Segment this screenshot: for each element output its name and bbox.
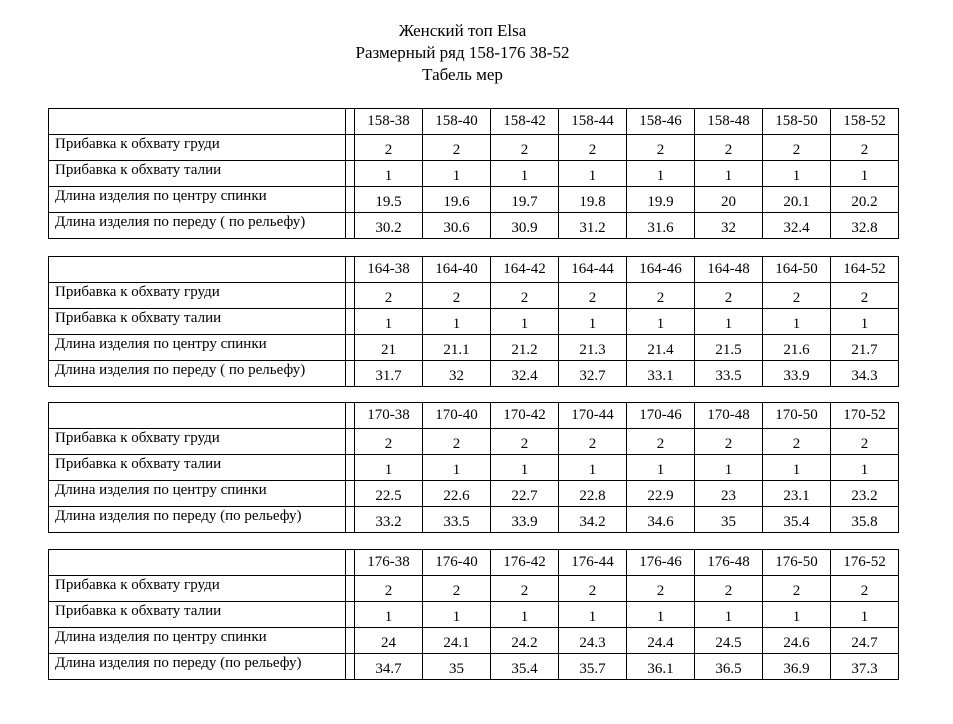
measurement-value: 1 bbox=[695, 309, 763, 335]
measurement-value: 2 bbox=[831, 576, 899, 602]
measurement-value: 2 bbox=[763, 283, 831, 309]
measurement-value: 1 bbox=[763, 455, 831, 481]
size-header-cell: 158-38 bbox=[355, 109, 423, 135]
size-header-cell: 170-40 bbox=[423, 403, 491, 429]
corner-cell bbox=[49, 550, 346, 576]
measurement-value: 31.2 bbox=[559, 213, 627, 239]
measurement-label: Прибавка к обхвату талии bbox=[49, 161, 346, 187]
size-header-cell: 164-48 bbox=[695, 257, 763, 283]
corner-cell bbox=[49, 109, 346, 135]
measurement-row bbox=[49, 429, 899, 455]
measurement-row bbox=[49, 283, 899, 309]
spacer-cell bbox=[346, 429, 355, 455]
size-header-cell: 164-38 bbox=[355, 257, 423, 283]
measurement-value: 2 bbox=[627, 283, 695, 309]
size-header-cell: 176-44 bbox=[559, 550, 627, 576]
size-header-cell: 164-50 bbox=[763, 257, 831, 283]
size-table bbox=[48, 256, 899, 387]
measurement-value: 23.2 bbox=[831, 481, 899, 507]
measurement-label: Прибавка к обхвату груди bbox=[49, 135, 346, 161]
spacer-cell bbox=[346, 135, 355, 161]
size-header-cell: 164-42 bbox=[491, 257, 559, 283]
measurement-value: 2 bbox=[491, 576, 559, 602]
title-measurement-chart: Табель мер bbox=[422, 65, 503, 84]
measurement-value: 1 bbox=[695, 161, 763, 187]
measurement-value: 19.8 bbox=[559, 187, 627, 213]
measurement-label: Длина изделия по переду (по рельефу) bbox=[49, 507, 346, 533]
measurement-row bbox=[49, 335, 899, 361]
measurement-value: 1 bbox=[559, 602, 627, 628]
size-header-cell: 176-48 bbox=[695, 550, 763, 576]
measurement-label: Длина изделия по переду (по рельефу) bbox=[49, 654, 346, 680]
measurement-value: 33.9 bbox=[491, 507, 559, 533]
measurement-value: 21.4 bbox=[627, 335, 695, 361]
measurement-row bbox=[49, 654, 899, 680]
size-header-row bbox=[49, 257, 899, 283]
spacer-cell bbox=[346, 187, 355, 213]
spacer-cell bbox=[346, 283, 355, 309]
corner-cell bbox=[49, 257, 346, 283]
measurement-value: 32.8 bbox=[831, 213, 899, 239]
measurement-value: 24.7 bbox=[831, 628, 899, 654]
measurement-label: Длина изделия по переду ( по рельефу) bbox=[49, 213, 346, 239]
measurement-value: 21 bbox=[355, 335, 423, 361]
measurement-value: 2 bbox=[491, 135, 559, 161]
measurement-label: Длина изделия по центру спинки bbox=[49, 481, 346, 507]
size-header-row bbox=[49, 109, 899, 135]
measurement-value: 34.7 bbox=[355, 654, 423, 680]
measurement-value: 30.2 bbox=[355, 213, 423, 239]
measurement-row bbox=[49, 187, 899, 213]
measurement-value: 24.1 bbox=[423, 628, 491, 654]
spacer-cell bbox=[346, 335, 355, 361]
measurement-value: 33.5 bbox=[695, 361, 763, 387]
size-header-cell: 176-46 bbox=[627, 550, 695, 576]
measurement-row bbox=[49, 309, 899, 335]
measurement-value: 2 bbox=[695, 283, 763, 309]
measurement-value: 35.4 bbox=[491, 654, 559, 680]
measurement-value: 32 bbox=[423, 361, 491, 387]
size-header-cell: 158-46 bbox=[627, 109, 695, 135]
measurement-value: 1 bbox=[355, 602, 423, 628]
measurement-value: 21.2 bbox=[491, 335, 559, 361]
measurement-value: 33.9 bbox=[763, 361, 831, 387]
measurement-row bbox=[49, 135, 899, 161]
size-header-cell: 164-44 bbox=[559, 257, 627, 283]
measurement-label: Прибавка к обхвату груди bbox=[49, 429, 346, 455]
measurement-row bbox=[49, 455, 899, 481]
size-header-cell: 176-50 bbox=[763, 550, 831, 576]
size-header-cell: 176-42 bbox=[491, 550, 559, 576]
measurement-value: 2 bbox=[695, 576, 763, 602]
size-header-cell: 158-42 bbox=[491, 109, 559, 135]
size-header-cell: 176-38 bbox=[355, 550, 423, 576]
corner-cell bbox=[49, 403, 346, 429]
measurement-value: 24.3 bbox=[559, 628, 627, 654]
measurement-value: 21.6 bbox=[763, 335, 831, 361]
measurement-value: 36.9 bbox=[763, 654, 831, 680]
measurement-value: 2 bbox=[627, 135, 695, 161]
measurement-value: 1 bbox=[559, 455, 627, 481]
measurement-value: 1 bbox=[559, 161, 627, 187]
measurement-value: 2 bbox=[423, 283, 491, 309]
measurement-value: 2 bbox=[763, 576, 831, 602]
measurement-row bbox=[49, 213, 899, 239]
measurement-label: Длина изделия по центру спинки bbox=[49, 628, 346, 654]
measurement-value: 2 bbox=[491, 283, 559, 309]
size-header-cell: 170-42 bbox=[491, 403, 559, 429]
size-header-cell: 170-38 bbox=[355, 403, 423, 429]
measurement-value: 21.3 bbox=[559, 335, 627, 361]
measurement-value: 2 bbox=[763, 429, 831, 455]
measurement-value: 1 bbox=[831, 455, 899, 481]
measurement-value: 34.2 bbox=[559, 507, 627, 533]
spacer-cell bbox=[346, 455, 355, 481]
size-header-cell: 170-52 bbox=[831, 403, 899, 429]
measurement-row bbox=[49, 161, 899, 187]
measurement-label: Длина изделия по переду ( по рельефу) bbox=[49, 361, 346, 387]
measurement-value: 35.7 bbox=[559, 654, 627, 680]
measurement-value: 1 bbox=[763, 309, 831, 335]
spacer-cell bbox=[346, 576, 355, 602]
measurement-value: 24.4 bbox=[627, 628, 695, 654]
measurement-value: 22.7 bbox=[491, 481, 559, 507]
size-header-cell: 158-48 bbox=[695, 109, 763, 135]
spacer-cell bbox=[346, 628, 355, 654]
measurement-value: 2 bbox=[559, 283, 627, 309]
measurement-value: 35 bbox=[423, 654, 491, 680]
document-title bbox=[0, 20, 925, 86]
measurement-value: 1 bbox=[423, 602, 491, 628]
measurement-value: 20.1 bbox=[763, 187, 831, 213]
measurement-value: 24.2 bbox=[491, 628, 559, 654]
measurement-value: 19.6 bbox=[423, 187, 491, 213]
measurement-value: 1 bbox=[355, 455, 423, 481]
spacer-cell bbox=[346, 403, 355, 429]
measurement-value: 1 bbox=[627, 455, 695, 481]
measurement-value: 2 bbox=[831, 283, 899, 309]
size-header-row bbox=[49, 403, 899, 429]
measurement-value: 19.5 bbox=[355, 187, 423, 213]
measurement-value: 24.5 bbox=[695, 628, 763, 654]
measurement-value: 1 bbox=[831, 309, 899, 335]
measurement-value: 1 bbox=[491, 309, 559, 335]
measurement-row bbox=[49, 507, 899, 533]
measurement-value: 22.5 bbox=[355, 481, 423, 507]
size-header-cell: 164-52 bbox=[831, 257, 899, 283]
spacer-cell bbox=[346, 361, 355, 387]
size-header-cell: 170-44 bbox=[559, 403, 627, 429]
spacer-cell bbox=[346, 257, 355, 283]
size-header-cell: 164-40 bbox=[423, 257, 491, 283]
measurement-value: 1 bbox=[423, 161, 491, 187]
measurement-value: 2 bbox=[831, 429, 899, 455]
measurement-row bbox=[49, 628, 899, 654]
spacer-cell bbox=[346, 161, 355, 187]
measurement-label: Длина изделия по центру спинки bbox=[49, 187, 346, 213]
measurement-value: 36.5 bbox=[695, 654, 763, 680]
measurement-value: 2 bbox=[559, 576, 627, 602]
size-header-cell: 176-52 bbox=[831, 550, 899, 576]
measurement-value: 2 bbox=[355, 576, 423, 602]
measurement-value: 32.4 bbox=[491, 361, 559, 387]
measurement-value: 1 bbox=[831, 161, 899, 187]
measurement-label: Прибавка к обхвату талии bbox=[49, 309, 346, 335]
measurement-value: 20.2 bbox=[831, 187, 899, 213]
spacer-cell bbox=[346, 109, 355, 135]
measurement-value: 2 bbox=[491, 429, 559, 455]
measurement-value: 19.7 bbox=[491, 187, 559, 213]
spacer-cell bbox=[346, 481, 355, 507]
size-header-cell: 170-46 bbox=[627, 403, 695, 429]
spacer-cell bbox=[346, 550, 355, 576]
measurement-value: 2 bbox=[695, 429, 763, 455]
size-header-cell: 158-50 bbox=[763, 109, 831, 135]
measurement-value: 1 bbox=[491, 161, 559, 187]
measurement-value: 1 bbox=[695, 602, 763, 628]
measurement-value: 1 bbox=[355, 309, 423, 335]
measurement-value: 22.8 bbox=[559, 481, 627, 507]
measurement-value: 1 bbox=[831, 602, 899, 628]
measurement-label: Прибавка к обхвату талии bbox=[49, 455, 346, 481]
measurement-value: 1 bbox=[695, 455, 763, 481]
measurement-value: 23.1 bbox=[763, 481, 831, 507]
measurement-value: 33.5 bbox=[423, 507, 491, 533]
measurement-value: 1 bbox=[491, 602, 559, 628]
measurement-value: 33.2 bbox=[355, 507, 423, 533]
measurement-value: 2 bbox=[627, 576, 695, 602]
measurement-value: 1 bbox=[627, 309, 695, 335]
measurement-value: 19.9 bbox=[627, 187, 695, 213]
measurement-value: 2 bbox=[423, 576, 491, 602]
spacer-cell bbox=[346, 654, 355, 680]
size-table bbox=[48, 108, 899, 239]
measurement-value: 33.1 bbox=[627, 361, 695, 387]
measurement-value: 30.6 bbox=[423, 213, 491, 239]
size-header-cell: 158-52 bbox=[831, 109, 899, 135]
measurement-value: 1 bbox=[627, 161, 695, 187]
measurement-value: 1 bbox=[423, 309, 491, 335]
measurement-value: 1 bbox=[763, 602, 831, 628]
measurement-value: 21.7 bbox=[831, 335, 899, 361]
measurement-row bbox=[49, 602, 899, 628]
measurement-value: 2 bbox=[423, 135, 491, 161]
size-header-cell: 164-46 bbox=[627, 257, 695, 283]
measurement-value: 1 bbox=[627, 602, 695, 628]
measurement-value: 2 bbox=[559, 135, 627, 161]
measurement-row bbox=[49, 481, 899, 507]
measurement-value: 35.8 bbox=[831, 507, 899, 533]
measurement-value: 35 bbox=[695, 507, 763, 533]
measurement-value: 1 bbox=[423, 455, 491, 481]
size-header-cell: 176-40 bbox=[423, 550, 491, 576]
measurement-value: 37.3 bbox=[831, 654, 899, 680]
measurement-label: Прибавка к обхвату груди bbox=[49, 283, 346, 309]
spacer-cell bbox=[346, 507, 355, 533]
measurement-value: 35.4 bbox=[763, 507, 831, 533]
measurement-value: 2 bbox=[763, 135, 831, 161]
measurement-label: Прибавка к обхвату талии bbox=[49, 602, 346, 628]
measurement-value: 34.3 bbox=[831, 361, 899, 387]
size-header-cell: 170-50 bbox=[763, 403, 831, 429]
size-header-cell: 170-48 bbox=[695, 403, 763, 429]
title-product: Женский топ Elsa bbox=[398, 21, 527, 40]
measurement-value: 21.1 bbox=[423, 335, 491, 361]
spacer-cell bbox=[346, 213, 355, 239]
measurement-value: 30.9 bbox=[491, 213, 559, 239]
measurement-value: 22.9 bbox=[627, 481, 695, 507]
measurement-value: 2 bbox=[831, 135, 899, 161]
measurement-value: 36.1 bbox=[627, 654, 695, 680]
measurement-value: 1 bbox=[763, 161, 831, 187]
measurement-value: 2 bbox=[627, 429, 695, 455]
measurement-value: 32.7 bbox=[559, 361, 627, 387]
spacer-cell bbox=[346, 602, 355, 628]
measurement-value: 24.6 bbox=[763, 628, 831, 654]
measurement-value: 2 bbox=[559, 429, 627, 455]
measurement-value: 21.5 bbox=[695, 335, 763, 361]
measurement-value: 2 bbox=[423, 429, 491, 455]
measurement-value: 31.7 bbox=[355, 361, 423, 387]
title-size-range: Размерный ряд 158-176 38-52 bbox=[355, 43, 570, 62]
measurement-value: 2 bbox=[355, 429, 423, 455]
size-table bbox=[48, 549, 899, 680]
measurement-value: 20 bbox=[695, 187, 763, 213]
measurement-value: 2 bbox=[695, 135, 763, 161]
size-header-cell: 158-40 bbox=[423, 109, 491, 135]
measurement-value: 32.4 bbox=[763, 213, 831, 239]
measurement-row bbox=[49, 576, 899, 602]
measurement-value: 22.6 bbox=[423, 481, 491, 507]
measurement-value: 1 bbox=[491, 455, 559, 481]
measurement-value: 31.6 bbox=[627, 213, 695, 239]
measurement-value: 24 bbox=[355, 628, 423, 654]
measurement-value: 1 bbox=[355, 161, 423, 187]
measurement-value: 2 bbox=[355, 135, 423, 161]
measurement-label: Прибавка к обхвату груди bbox=[49, 576, 346, 602]
measurement-row bbox=[49, 361, 899, 387]
measurement-value: 34.6 bbox=[627, 507, 695, 533]
measurement-value: 23 bbox=[695, 481, 763, 507]
measurement-value: 1 bbox=[559, 309, 627, 335]
size-header-cell: 158-44 bbox=[559, 109, 627, 135]
measurement-value: 32 bbox=[695, 213, 763, 239]
size-table bbox=[48, 402, 899, 533]
measurement-value: 2 bbox=[355, 283, 423, 309]
size-header-row bbox=[49, 550, 899, 576]
spacer-cell bbox=[346, 309, 355, 335]
measurement-label: Длина изделия по центру спинки bbox=[49, 335, 346, 361]
